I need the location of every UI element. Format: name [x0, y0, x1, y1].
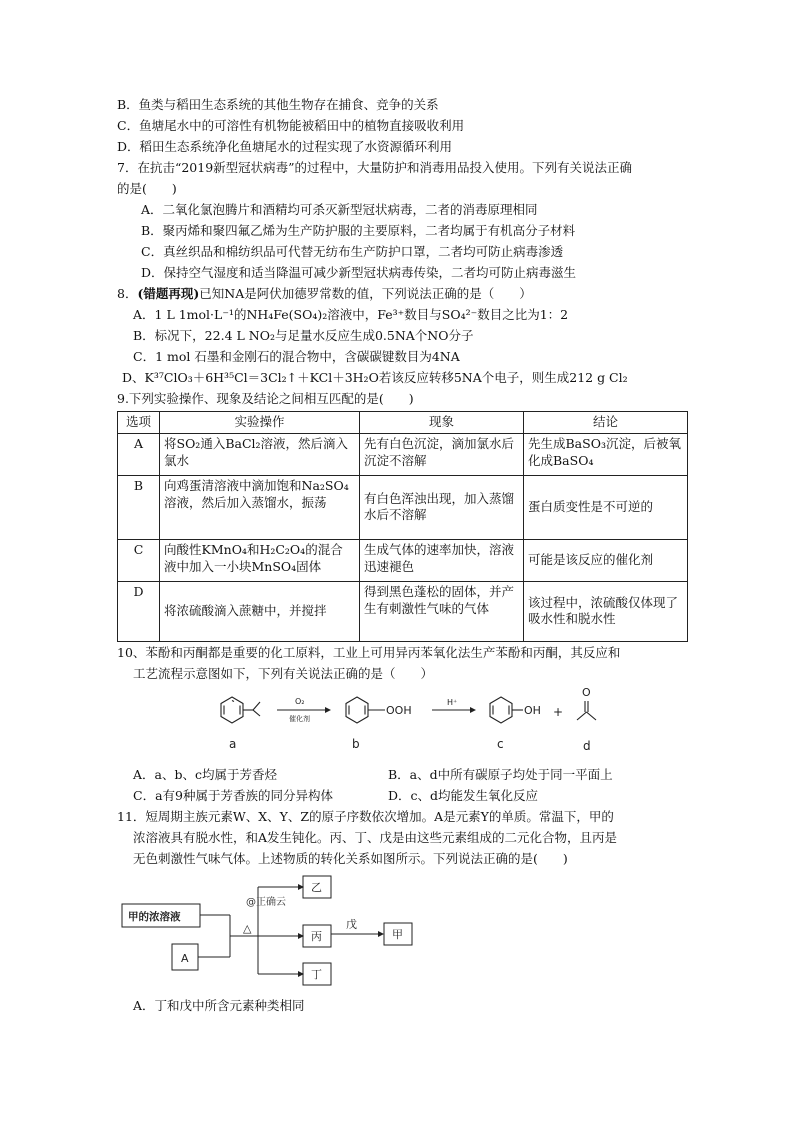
row-conclusion: 该过程中，浓硫酸仅体现了吸水性和脱水性 [524, 581, 688, 641]
table-row [118, 581, 688, 641]
label-a: a [229, 737, 237, 751]
reagent-catalyst: 催化剂 [289, 715, 310, 723]
label-jia: 甲 [392, 928, 403, 941]
label-yi: 乙 [311, 881, 322, 894]
header-option: 选项 [118, 412, 160, 434]
table-row [118, 433, 688, 475]
plus-sign: + [553, 705, 564, 719]
q6-option-c: C．鱼塘尾水中的可溶性有机物能被稻田中的植物直接吸收利用 [117, 118, 465, 133]
table-row [118, 475, 688, 539]
watermark: @正确云 [246, 897, 286, 908]
cumene-structure [221, 697, 260, 723]
row-phenomenon: 生成气体的速率加快，溶液迅速褪色 [360, 539, 524, 581]
header-conclusion: 结论 [524, 412, 688, 434]
q8-option-d: D、K³⁷ClO₃＋6H³⁵Cl＝3Cl₂↑＋KCl＋3H₂O若该反应转移5NA个电子，则生成212 g Cl₂ [122, 370, 628, 385]
label-c: c [497, 737, 504, 751]
row-operation: 将浓硫酸滴入蔗糖中，并搅拌 [160, 581, 360, 641]
q7-option-c: C．真丝织品和棉纺织品可代替无纺布生产防护口罩，二者均可防止病毒渗透 [141, 244, 564, 259]
q7-option-a: A．二氧化氯泡腾片和酒精均可杀灭新型冠状病毒，二者的消毒原理相同 [141, 202, 538, 217]
q9-stem: 9.下列实验操作、现象及结论之间相互匹配的是( ) [117, 391, 414, 406]
phenol-structure [490, 697, 523, 723]
label-b: b [352, 737, 360, 751]
label-a: A [181, 952, 189, 965]
q6-option-b: B．鱼类与稻田生态系统的其他生物存在捕食、竞争的关系 [117, 97, 439, 112]
row-phenomenon: 得到黑色蓬松的固体，并产生有刺激性气味的气体 [360, 581, 524, 641]
row-operation: 向鸡蛋清溶液中滴加饱和Na₂SO₄溶液，然后加入蒸馏水，振荡 [160, 475, 360, 539]
q10-stem-line1: 10、苯酚和丙酮都是重要的化工原料，工业上可用异丙苯氧化法生产苯酚和丙酮，其反应和 [117, 645, 621, 660]
row-conclusion: 先生成BaSO₃沉淀，后被氧化成BaSO₄ [524, 433, 688, 475]
q7-stem-line2: 的是( ) [117, 181, 177, 196]
q10-reaction-scheme [205, 688, 625, 754]
label-delta: △ [243, 922, 252, 935]
q10-option-c: C．a有9种属于芳香族的同分异构体 [133, 788, 333, 803]
q6-option-d: D．稻田生态系统净化鱼塘尾水的过程实现了水资源循环利用 [117, 139, 453, 154]
q11-stem-line3: 无色刺激性气味气体。上述物质的转化关系如图所示。下列说法正确的是( ) [133, 851, 568, 866]
hydroperoxide-structure [346, 697, 385, 723]
row-operation: 向酸性KMnO₄和H₂C₂O₄的混合液中加入一小块MnSO₄固体 [160, 539, 360, 581]
group-oh: OH [524, 704, 541, 717]
q7-option-d: D．保持空气湿度和适当降温可减少新型冠状病毒传染，二者均可防止病毒滋生 [141, 265, 577, 280]
label-d: d [583, 739, 591, 753]
q8-tag: (错题再现) [137, 286, 200, 301]
q10-option-d: D．c、d均能发生氧化反应 [388, 788, 539, 803]
q11-stem-line1: 11．短周期主族元素W、X、Y、Z的原子序数依次增加。A是元素Y的单质。常温下，甲的 [117, 809, 614, 824]
row-operation: 将SO₂通入BaCl₂溶液，然后滴入氯水 [160, 433, 360, 475]
row-phenomenon: 先有白色沉淀，滴加氯水后沉淀不溶解 [360, 433, 524, 475]
q10-option-a: A．a、b、c均属于芳香烃 [133, 767, 277, 782]
row-option: B [118, 475, 160, 539]
label-wu: 戊 [346, 918, 357, 931]
q7-option-b: B．聚丙烯和聚四氟乙烯为生产防护服的主要原料，二者均属于有机高分子材料 [141, 223, 576, 238]
row-conclusion: 可能是该反应的催化剂 [524, 539, 688, 581]
label-bing: 丙 [311, 930, 322, 943]
q8-stem [117, 286, 532, 302]
row-phenomenon: 有白色浑浊出现，加入蒸馏水后不溶解 [360, 475, 524, 539]
q10-option-b: B．a、d中所有碳原子均处于同一平面上 [388, 767, 613, 782]
table-row [118, 539, 688, 581]
q8-option-c: C．1 mol 石墨和金刚石的混合物中，含碳碳键数目为4NA [133, 349, 460, 364]
header-phenomenon: 现象 [360, 412, 524, 434]
group-ooh: OOH [386, 704, 412, 717]
label-jia-conc: 甲的浓溶液 [128, 911, 181, 923]
reagent-h-plus: H⁺ [447, 698, 458, 707]
q8-number: 8． [117, 286, 138, 301]
row-option: A [118, 433, 160, 475]
reagent-o2: O₂ [295, 697, 305, 706]
q10-stem-line2: 工艺流程示意图如下，下列有关说法正确的是（ ） [133, 666, 434, 681]
q11-stem-line2: 浓溶液具有脱水性，和A发生钝化。丙、丁、戊是由这些元素组成的二元化合物，且丙是 [133, 830, 618, 845]
table-header-row [118, 412, 688, 434]
q9-table [117, 411, 688, 642]
acetone-structure [577, 701, 596, 720]
q8-stem-text: 已知NA是阿伏加德罗常数的值，下列说法正确的是（ ） [199, 286, 532, 301]
q11-option-a: A．丁和戊中所含元素种类相同 [133, 998, 305, 1013]
acetone-oxygen: O [582, 688, 591, 699]
q8-option-b: B．标况下，22.4 L NO₂与足量水反应生成0.5NA个NO分子 [133, 328, 474, 343]
header-operation: 实验操作 [160, 412, 360, 434]
row-conclusion: 蛋白质变性是不可逆的 [524, 475, 688, 539]
q11-transformation-diagram [118, 856, 418, 990]
label-ding: 丁 [311, 968, 322, 981]
q7-stem-line1: 7．在抗击“2019新型冠状病毒”的过程中，大量防护和消毒用品投入使用。下列有关说法正确 [117, 160, 633, 175]
row-option: D [118, 581, 160, 641]
q8-option-a: A．1 L 1mol·L⁻¹的NH₄Fe(SO₄)₂溶液中，Fe³⁺数目与SO₄²⁻数目之比为1：2 [133, 307, 569, 322]
row-option: C [118, 539, 160, 581]
